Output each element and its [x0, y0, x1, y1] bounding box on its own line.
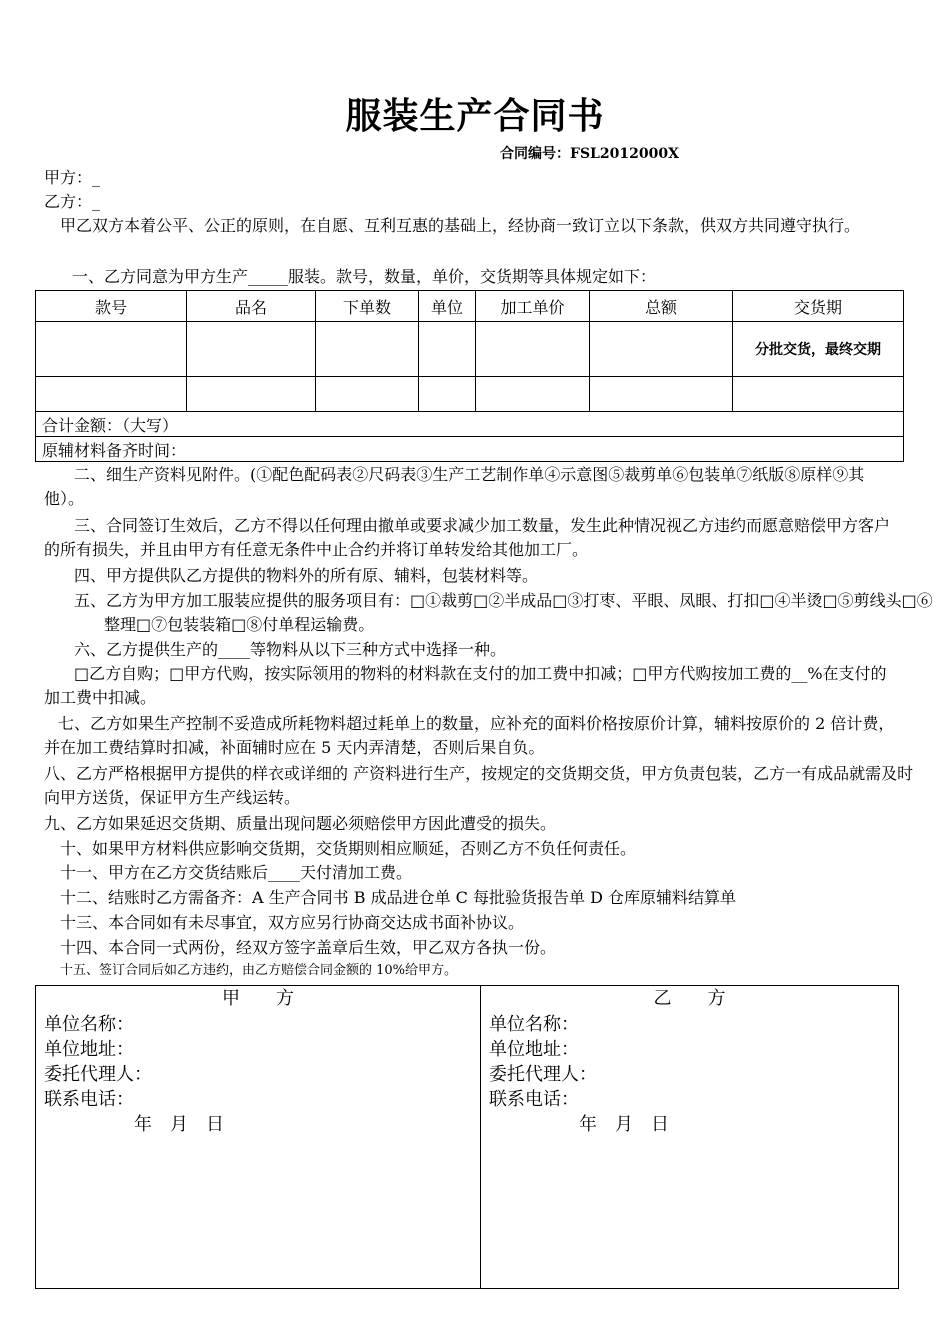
- col-unit-price: 加工单价: [476, 291, 590, 322]
- party-b-phone: 联系电话：: [489, 1089, 579, 1110]
- contract-number: 合同编号：FSL2012000X: [500, 146, 679, 162]
- document-title: 服装生产合同书: [345, 95, 605, 137]
- clause-4: 四、甲方提供队乙方提供的物料外的所有原、辅料，包装材料等。: [74, 566, 539, 585]
- delivery-note: 分批交货，最终交期: [733, 322, 904, 377]
- table-cell: [590, 322, 733, 377]
- intro-paragraph: 甲乙双方本着公平、公正的原则，在自愿、互利互惠的基础上，经协商一致订立以下条款，供双方共同遵守执行。: [60, 216, 861, 235]
- table-cell: [36, 377, 187, 412]
- clause-7: 七、乙方如果生产控制不妥造成所耗物料超过耗单上的数量，应补充的面料价格按原价计算，辅料按原价的 2 倍计费，并在加工费结算时扣减，补面辅时应在 5 天内弄清楚，否则后果自负。: [44, 714, 895, 757]
- table-cell: [316, 377, 419, 412]
- party-b-label: 乙方：_: [44, 192, 101, 211]
- party-a-unit-name: 单位名称：: [44, 1014, 134, 1035]
- party-b-heading: 乙 方: [653, 988, 726, 1009]
- table-cell: [36, 322, 187, 377]
- clause-15: 十五、签订合同后如乙方违约，由乙方赔偿合同金额的 10%给甲方。: [60, 963, 458, 978]
- col-unit: 单位: [419, 291, 476, 322]
- clause-6: 六、乙方提供生产的____等物料从以下三种方式中选择一种。: [74, 640, 507, 659]
- signature-box: [35, 985, 899, 1289]
- party-a-signature: [36, 986, 481, 1288]
- party-a-heading: 甲 方: [222, 988, 294, 1009]
- col-style-no: 款号: [36, 291, 187, 322]
- party-a-date: 年 月 日: [134, 1114, 224, 1135]
- party-b-unit-address: 单位地址：: [489, 1039, 579, 1060]
- clause-1: 一、乙方同意为甲方生产_____服装。款号，数量，单价，交货期等具体规定如下：: [72, 267, 657, 286]
- table-cell: [476, 377, 590, 412]
- material-ready-row: 原辅材料备齐时间：: [36, 437, 904, 462]
- table-cell: [590, 377, 733, 412]
- total-amount-row: 合计金额：（大写）: [36, 412, 904, 437]
- clause-6-options: □乙方自购；□甲方代购，按实际领用的物料的材料款在支付的加工费中扣减；□甲方代购按加工费的__%在支付的加工费中扣减。: [44, 664, 887, 707]
- party-b-signature: [481, 986, 898, 1288]
- party-a-agent: 委托代理人：: [44, 1064, 152, 1085]
- table-cell: [419, 322, 476, 377]
- clause-12: 十二、结账时乙方需备齐：A 生产合同书 B 成品进仓单 C 每批验货报告单 D 仓库原辅料结算单: [60, 888, 736, 907]
- col-order-qty: 下单数: [316, 291, 419, 322]
- order-table: [35, 290, 904, 462]
- clause-2: 二、细生产资料见附件。(①配色配码表②尺码表③生产工艺制作单④示意图⑤裁剪单⑥包装单⑦纸版⑧原样⑨其他）。: [44, 465, 865, 508]
- clause-8: 八、乙方严格根据甲方提供的样衣或详细的 产资料进行生产，按规定的交货期交货，甲方负责包装，乙方一有成品就需及时向甲方送货，保证甲方生产线运转。: [44, 764, 914, 807]
- clause-10: 十、如果甲方材料供应影响交货期，交货期则相应顺延，否则乙方不负任何责任。: [60, 839, 637, 858]
- party-a-phone: 联系电话：: [44, 1089, 134, 1110]
- table-cell: [187, 377, 316, 412]
- clause-13: 十三、本合同如有未尽事宜，双方应另行协商交达成书面补协议。: [60, 913, 525, 932]
- party-b-date: 年 月 日: [579, 1114, 669, 1135]
- clause-5: 五、乙方为甲方加工服装应提供的服务项目有：□①裁剪□②半成品□③打枣、平眼、凤眼、打扣□④半烫□⑤剪线头□⑥整理□⑦包装装箱□⑧付单程运输费。: [74, 591, 933, 634]
- clause-14: 十四、本合同一式两份，经双方签字盖章后生效，甲乙双方各执一份。: [60, 938, 557, 957]
- col-delivery: 交货期: [733, 291, 904, 322]
- col-total: 总额: [590, 291, 733, 322]
- clause-3: 三、合同签订生效后，乙方不得以任何理由撤单或要求减少加工数量，发生此种情况视乙方违约而愿意赔偿甲方客户的所有损失，并且由甲方有任意无条件中止合约并将订单转发给其他加工厂。: [44, 516, 891, 559]
- table-cell: [733, 377, 904, 412]
- table-cell: [187, 322, 316, 377]
- party-a-label: 甲方：_: [44, 168, 101, 187]
- party-a-unit-address: 单位地址：: [44, 1039, 134, 1060]
- party-b-agent: 委托代理人：: [489, 1064, 597, 1085]
- table-cell: [476, 322, 590, 377]
- table-cell: [316, 322, 419, 377]
- party-b-unit-name: 单位名称：: [489, 1014, 579, 1035]
- table-cell: [419, 377, 476, 412]
- clause-11: 十一、甲方在乙方交货结账后____天付清加工费。: [60, 863, 413, 882]
- clause-9: 九、乙方如果延迟交货期、质量出现问题必须赔偿甲方因此遭受的损失。: [44, 814, 557, 833]
- col-product-name: 品名: [187, 291, 316, 322]
